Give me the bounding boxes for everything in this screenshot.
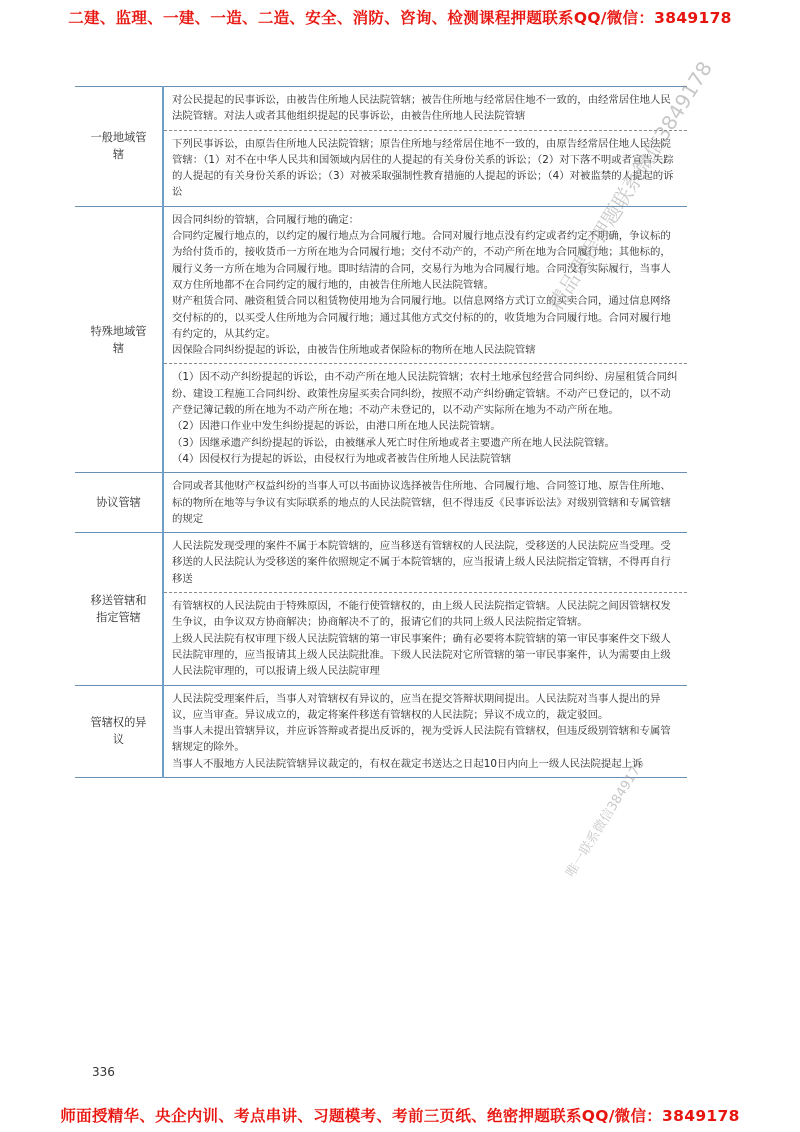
table-row: [75, 364, 687, 473]
table-row: [75, 685, 687, 777]
category-label: 移送管辖和指定管辖: [90, 593, 147, 624]
content-cell: 有管辖权的人民法院由于特殊原因，不能行使管辖权的，由上级人民法院指定管辖。人民法院之间因管辖权发生争议，由争议双方协商解决；协商解决不了的，报请它们的共同上级人民法院指定管辖。 上级人民法院有权审理下级人民法院管辖的第一审民事案件；确有必要将本院管辖的第一审民事案件交下级人民法院审理的，应当报请其上级人民法院批准。下级人民法院对它所管辖的第一审民事案件，认为需要由上级人民法院审理的，可以报请上级人民法院审理: [163, 593, 687, 685]
table-row: [75, 206, 687, 364]
table-row: [75, 130, 687, 206]
table-row: [75, 473, 687, 533]
content-cell: 对公民提起的民事诉讼，由被告住所地人民法院管辖；被告住所地与经常居住地不一致的，由经常居住地人民法院管辖。对法人或者其他组织提起的民事诉讼，由被告住所地人民法院管辖: [163, 87, 687, 131]
table-row: [75, 87, 687, 131]
jurisdiction-table: [75, 86, 687, 778]
content-cell: 人民法院受理案件后，当事人对管辖权有异议的，应当在提交答辩状期间提出。人民法院对当事人提出的异议，应当审查。异议成立的，裁定将案件移送有管辖权的人民法院；异议不成立的，裁定驳回。 当事人未提出管辖异议，并应诉答辩或者提出反诉的，视为受诉人民法院有管辖权，但违反级别管辖和专属管辖规定的除外。 当事人不服地方人民法院管辖异议裁定的，有权在裁定书送达之日起10日内向上一级人民法院提起上诉: [163, 685, 687, 777]
top-banner: 二建、监理、一建、一造、二造、安全、消防、咨询、检测课程押题联系QQ/微信：3849178: [68, 9, 732, 27]
watermark: 唯一联系微信3849178: [563, 756, 649, 881]
content-cell: （1）因不动产纠纷提起的诉讼，由不动产所在地人民法院管辖；农村土地承包经营合同纠纷、房屋租赁合同纠纷、建设工程施工合同纠纷、政策性房屋买卖合同纠纷，按照不动产纠纷确定管辖。不动产已登记的，以不动产登记簿记载的所在地为不动产所在地；不动产未登记的，以不动产实际所在地为不动产所在地。 （2）因港口作业中发生纠纷提起的诉讼，由港口所在地人民法院管辖。 （3）因继承遗产纠纷提起的诉讼，由被继承人死亡时住所地或者主要遗产所在地人民法院管辖。 （4）因侵权行为提起的诉讼，由侵权行为地或者被告住所地人民法院管辖: [163, 364, 687, 473]
category-label: 管辖权的异议: [90, 716, 147, 747]
category-label: 协议管辖: [96, 496, 141, 510]
content-cell: 合同或者其他财产权益纠纷的当事人可以书面协议选择被告住所地、合同履行地、合同签订地、原告住所地、标的物所在地等与争议有实际联系的地点的人民法院管辖，但不得违反《民事诉讼法》对级别管辖和专属管辖的规定: [163, 473, 687, 533]
bottom-banner: 师面授精华、央企内训、考点串讲、习题模考、考前三页纸、绝密押题联系QQ/微信：3849178: [60, 1107, 740, 1125]
content-cell: 下列民事诉讼，由原告住所地人民法院管辖；原告住所地与经常居住地不一致的，由原告经常居住地人民法院管辖：（1）对不在中华人民共和国领域内居住的人提起的有关身份关系的诉讼；（2）对下落不明或者宣告失踪的人提起的有关身份关系的诉讼；（3）对被采取强制性教育措施的人提起的诉讼；（4）对被监禁的人提起的诉讼: [163, 130, 687, 206]
content-cell: 因合同纠纷的管辖，合同履行地的确定： 合同约定履行地点的，以约定的履行地点为合同履行地。合同对履行地点没有约定或者约定不明确，争议标的为给付货币的，接收货币一方所在地为合同履行地；交付不动产的，不动产所在地为合同履行地；其他标的，履行义务一方所在地为合同履行地。即时结清的合同，交易行为地为合同履行地。合同没有实际履行，当事人双方住所地都不在合同约定的履行地的，由被告住所地人民法院管辖。 财产租赁合同、融资租赁合同以租赁物使用地为合同履行地。以信息网络方式订立的买卖合同，通过信息网络交付标的的，以买受人住所地为合同履行地；通过其他方式交付标的的，收货地为合同履行地。合同对履行地有约定的，从其约定。 因保险合同纠纷提起的诉讼，由被告住所地或者保险标的物所在地人民法院管辖: [163, 206, 687, 364]
category-cell: [75, 685, 163, 777]
category-cell: [75, 533, 163, 685]
category-label: 一般地域管辖: [90, 131, 147, 162]
category-cell: [75, 206, 163, 472]
watermark: 精品课程押题联系微信3849178: [543, 56, 717, 315]
category-label: 特殊地域管辖: [90, 324, 147, 355]
table-row: [75, 593, 687, 685]
content-cell: 人民法院发现受理的案件不属于本院管辖的，应当移送有管辖权的人民法院，受移送的人民法院应当受理。受移送的人民法院认为受移送的案件依照规定不属于本院管辖的，应当报请上级人民法院指定管辖，不得再自行移送: [163, 533, 687, 593]
table-row: [75, 533, 687, 593]
category-cell: [75, 87, 163, 207]
page-number: 336: [92, 1065, 115, 1079]
category-cell: [75, 473, 163, 533]
